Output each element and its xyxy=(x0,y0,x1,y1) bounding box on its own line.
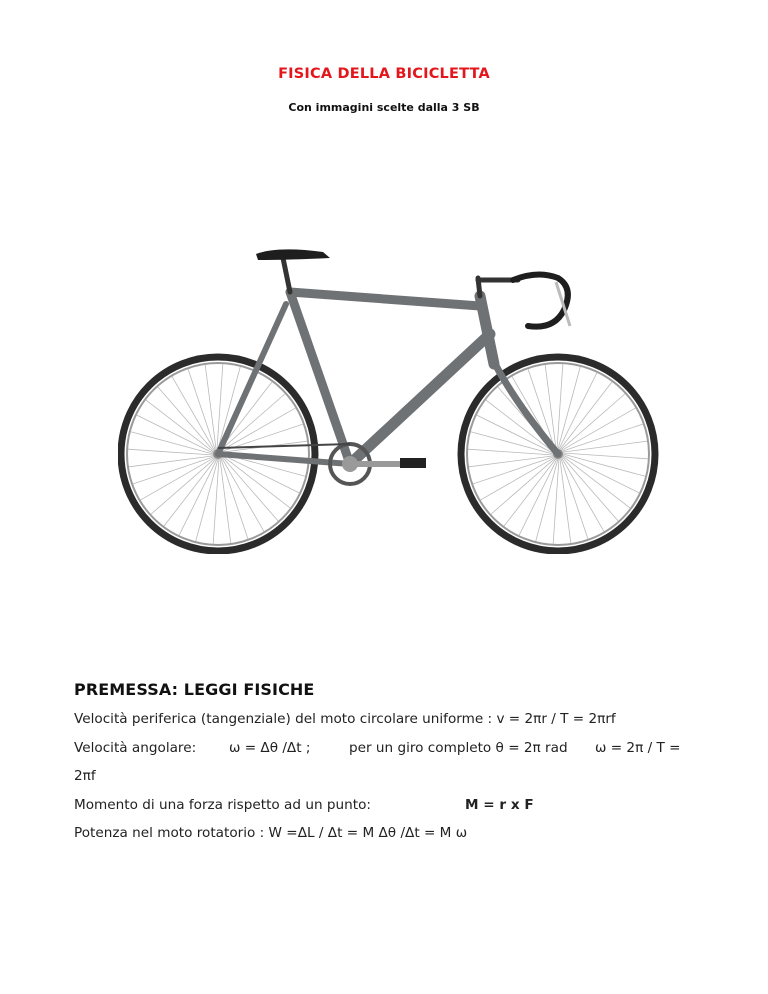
angular-velocity-label: Velocità angolare: xyxy=(74,740,197,756)
angular-velocity-continuation: 2πf xyxy=(74,768,96,784)
angular-period-formula: ω = 2π / T = xyxy=(595,740,681,756)
saddle xyxy=(256,249,330,260)
peripheral-velocity-line: Velocità periferica (tangenziale) del moto circolare uniforme : v = 2πr / T = 2πrf xyxy=(74,711,616,727)
power-line: Potenza nel moto rotatorio : W =ΔL / Δt = M Δθ /Δt = M ω xyxy=(74,825,468,841)
moment-line xyxy=(74,797,534,813)
moment-formula: M = r x F xyxy=(465,797,534,813)
document-title: FISICA DELLA BICICLETTA xyxy=(278,66,490,82)
section-heading: PREMESSA: LEGGI FISICHE xyxy=(74,680,315,699)
moment-label: Momento di una forza rispetto ad un punto: xyxy=(74,797,371,813)
document-subtitle: Con immagini scelte dalla 3 SB xyxy=(288,101,480,114)
bicycle-image xyxy=(118,234,662,554)
handlebar xyxy=(513,274,568,326)
full-turn-formula: per un giro completo θ = 2π rad xyxy=(349,740,568,756)
bicycle-frame xyxy=(218,258,558,464)
angular-velocity-formula: ω = Δθ /Δt ; xyxy=(229,740,311,756)
